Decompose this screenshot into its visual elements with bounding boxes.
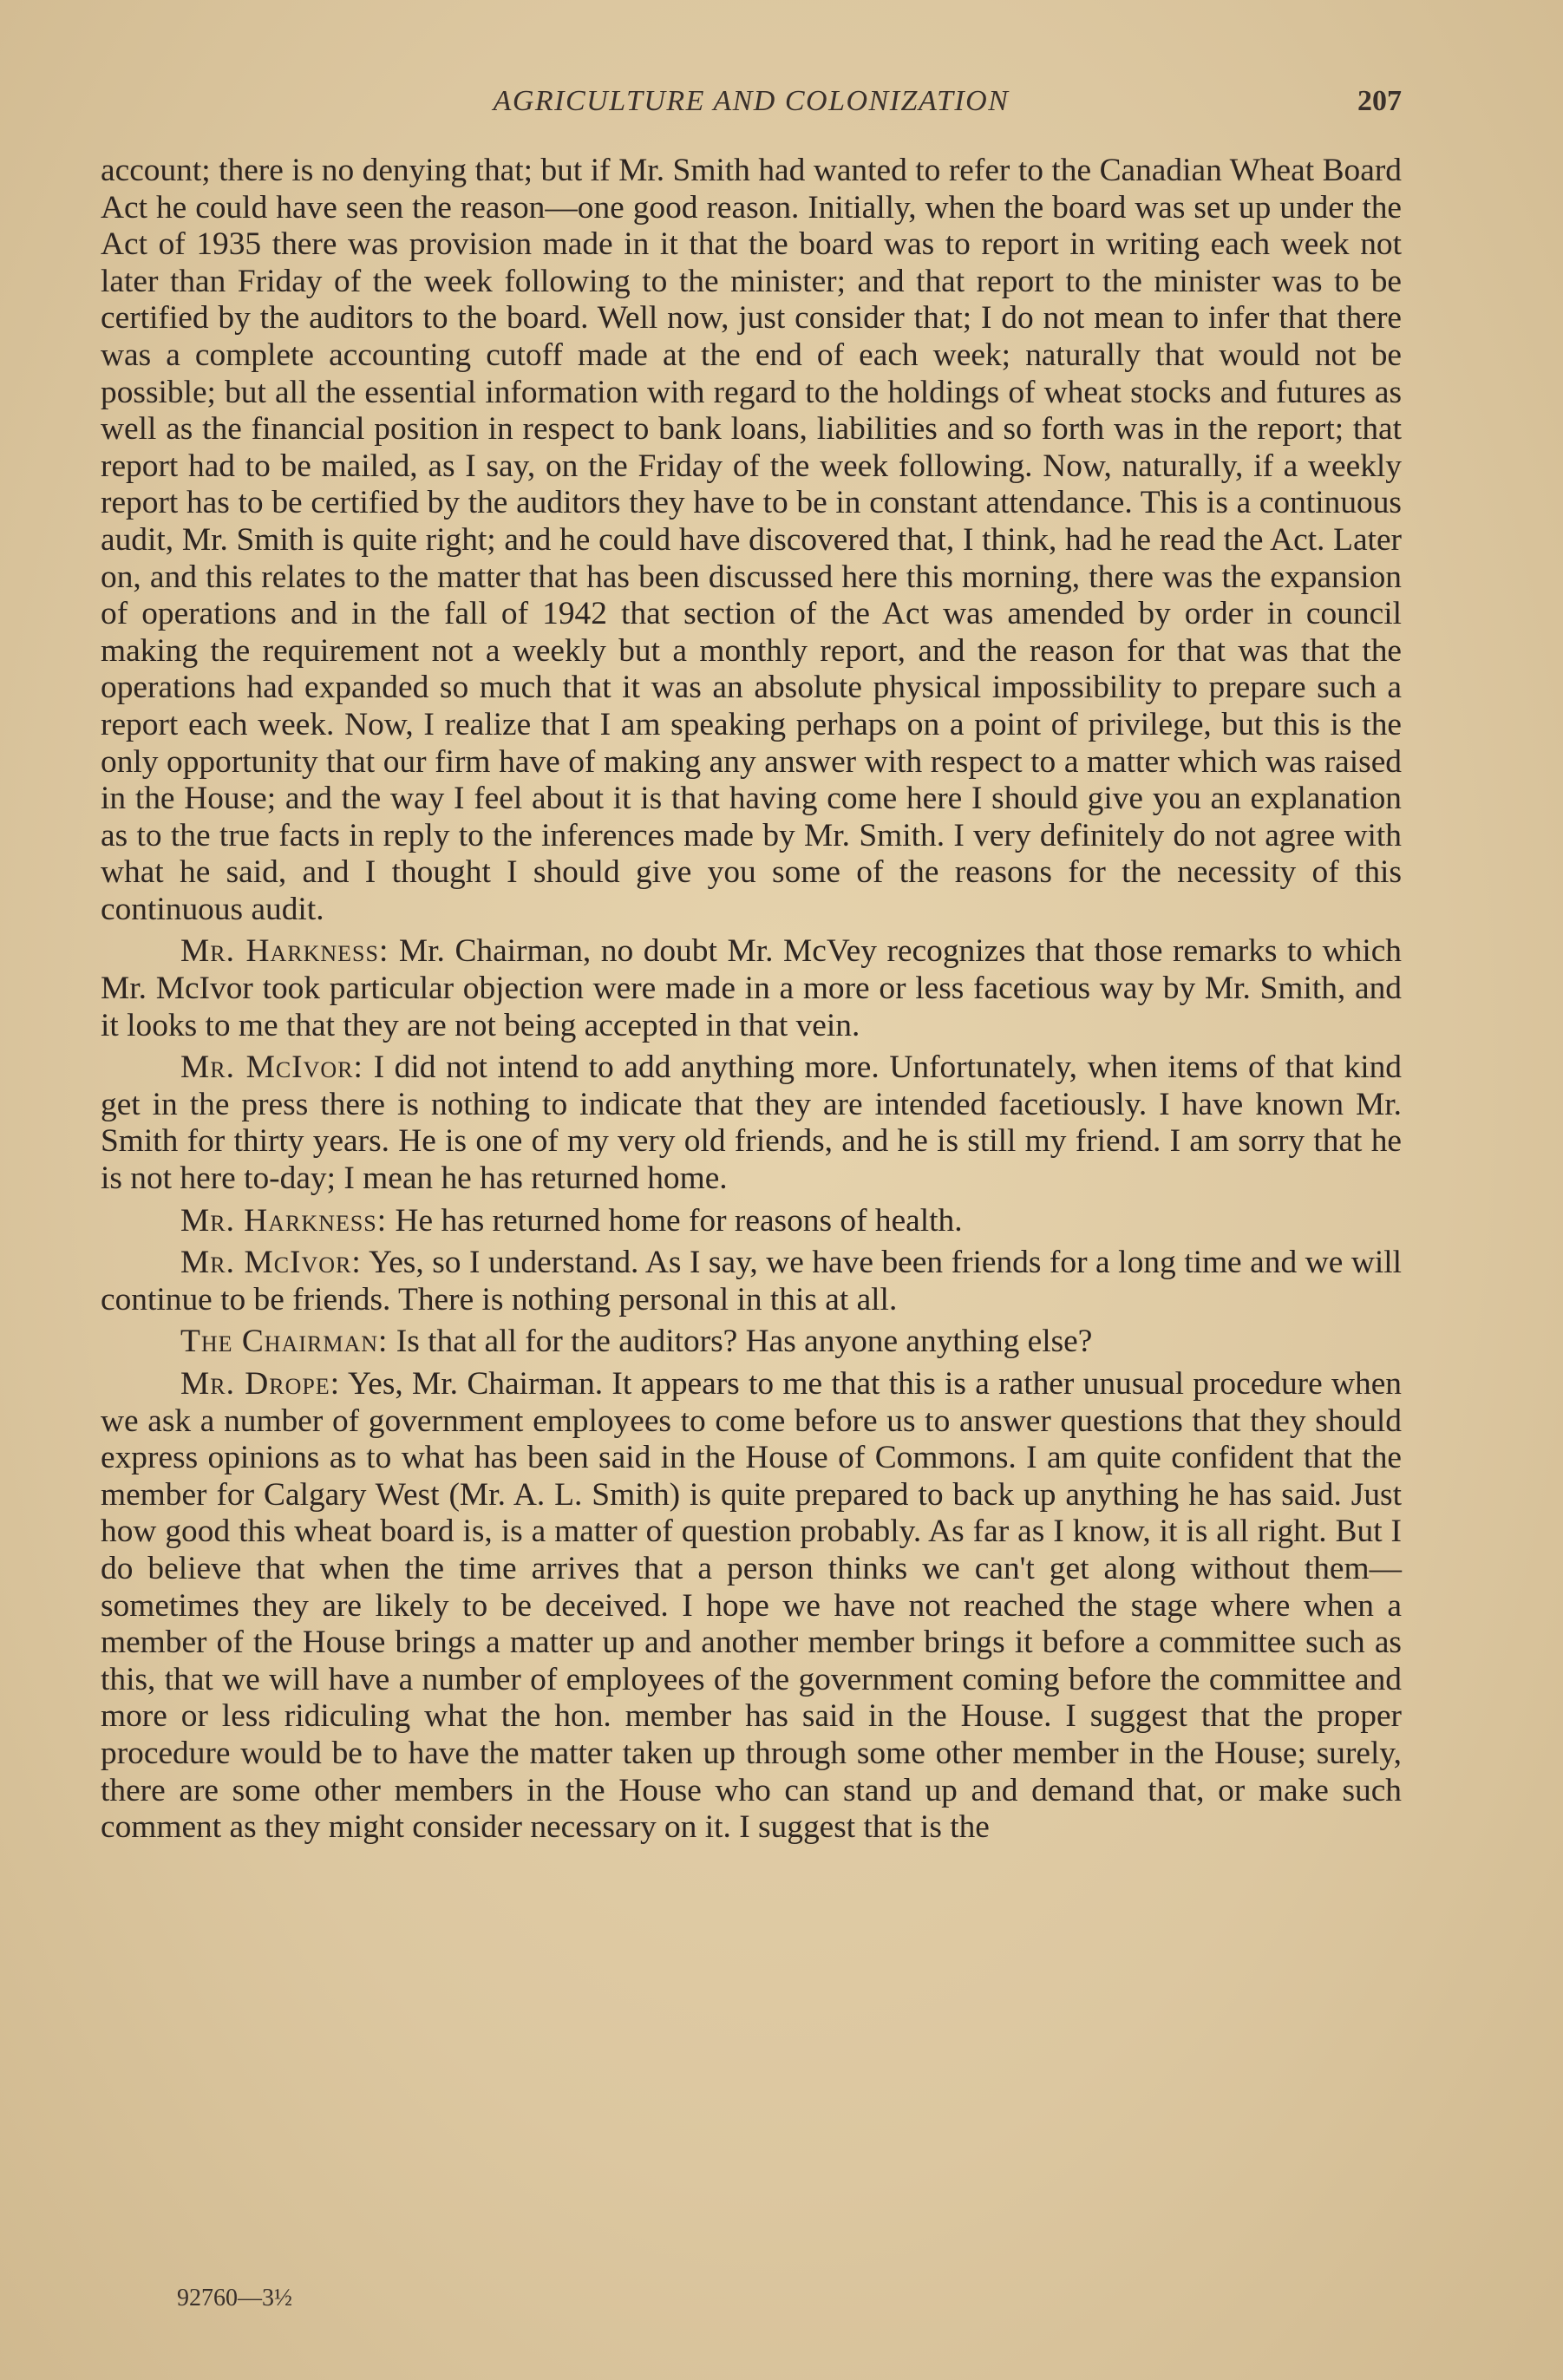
speaker-name: Mr. McIvor: <box>180 1049 363 1086</box>
speech-paragraph <box>101 1324 1402 1361</box>
speaker-name: Mr. Drope: <box>180 1366 341 1402</box>
speaker-name: Mr. Harkness: <box>180 1202 388 1239</box>
speech-text: He has returned home for reasons of health. <box>387 1202 963 1239</box>
printer-signature: 92760—3½ <box>177 2285 292 2311</box>
speech-text: I did not intend to add anything more. Unfortunately, when items of that kind get in the press there is nothing to indicate that they are intended facetiously. I have known Mr. Smith for thirty years. He is one of my very old friends, and he is still my friend. I am sorry that he is not here to-day; I mean he has returned home. <box>101 1049 1402 1197</box>
speech-paragraph <box>101 933 1402 1044</box>
page-header <box>101 85 1402 127</box>
speech-paragraph <box>101 1203 1402 1240</box>
speech-text: Yes, Mr. Chairman. It appears to me that this is a rather unusual procedure when we ask a number of government employees to come before us to answer questions that they should express opinions as to what has been said in the House of Commons. I am quite confident that the member for Calgary West (Mr. A. L. Smith) is quite prepared to back up anything he has said. Just how good this wheat board is, is a matter of question probably. As far as I know, it is all right. But I do believe that when the time arrives that a person thinks we can't get along without them—sometimes they are likely to be deceived. I hope we have not reached the stage where when a member of the House brings a matter up and another member brings it before a committee such as this, that we will have a number of employees of the government coming before the committee and more or less ridiculing what the hon. member has said in the House. I suggest that the proper procedure would be to have the matter taken up through some other member in the House; surely, there are some other members in the House who can stand up and demand that, or make such comment as they might consider necessary on it. I suggest that is the <box>101 1366 1403 1846</box>
speech-text: Mr. Chairman, no doubt Mr. McVey recognizes that those remarks to which Mr. McIvor took particular objection were made in a more or less facetious way by Mr. Smith, and it looks to me that they are not being accepted in that vein. <box>101 933 1402 1043</box>
speaker-name: Mr. Harkness: <box>180 933 389 970</box>
speech-paragraph <box>101 1049 1402 1197</box>
page-number: 207 <box>1357 85 1402 117</box>
paragraph-text: account; there is no denying that; but if Mr. Smith had wanted to refer to the Canadian Wheat Board Act he could have seen the reason—one good reason. Initially, when the board was set up under the Act of 1935 there was provision made in it that the board was to report in writing each week not later than Friday of the week following to the minister; and that report to the minister was to be certified by the auditors to the board. Well now, just consider that; I do not mean to infer that there was a complete accounting cutoff made at the end of each week; naturally that would not be possible; but all the essential information with regard to the holdings of wheat stocks and futures as well as the financial position in respect to bank loans, liabilities and so forth was in the report; that report had to be mailed, as I say, on the Friday of the week following. Now, naturally, if a weekly report has to be certified by the auditors they have to be in constant attendance. This is a continuous audit, Mr. Smith is quite right; and he could have discovered that, I think, had he read the Act. Later on, and this relates to the matter that has been discussed here this morning, there was the expansion of operations and in the fall of 1942 that section of the Act was amended by order in council making the requirement not a weekly but a monthly report, and the reason for that was that the operations had expanded so much that it was an absolute physical impossibility to prepare such a report each week. Now, I realize that I am speaking perhaps on a point of privilege, but this is the only opportunity that our firm have of making any answer with respect to a matter which was raised in the House; and the way I feel about it is that having come here I should give you an explanation as to the true facts in reply to the inferences made by Mr. Smith. I very definitely do not agree with what he said, and I thought I should give you some of the reasons for the necessity of this continuous audit. <box>101 153 1402 927</box>
speaker-name: The Chairman: <box>180 1324 389 1360</box>
speech-text: Is that all for the auditors? Has anyone anything else? <box>388 1324 1093 1360</box>
speech-text: Yes, so I understand. As I say, we have been friends for a long time and we will continue to be friends. There is nothing personal in this at all. <box>101 1245 1402 1318</box>
running-title: AGRICULTURE AND COLONIZATION <box>493 85 1010 117</box>
speech-paragraph <box>101 1245 1402 1318</box>
body-text <box>101 153 1402 1847</box>
speech-paragraph <box>101 1366 1402 1847</box>
paragraph <box>101 153 1402 928</box>
speaker-name: Mr. McIvor: <box>180 1245 362 1281</box>
